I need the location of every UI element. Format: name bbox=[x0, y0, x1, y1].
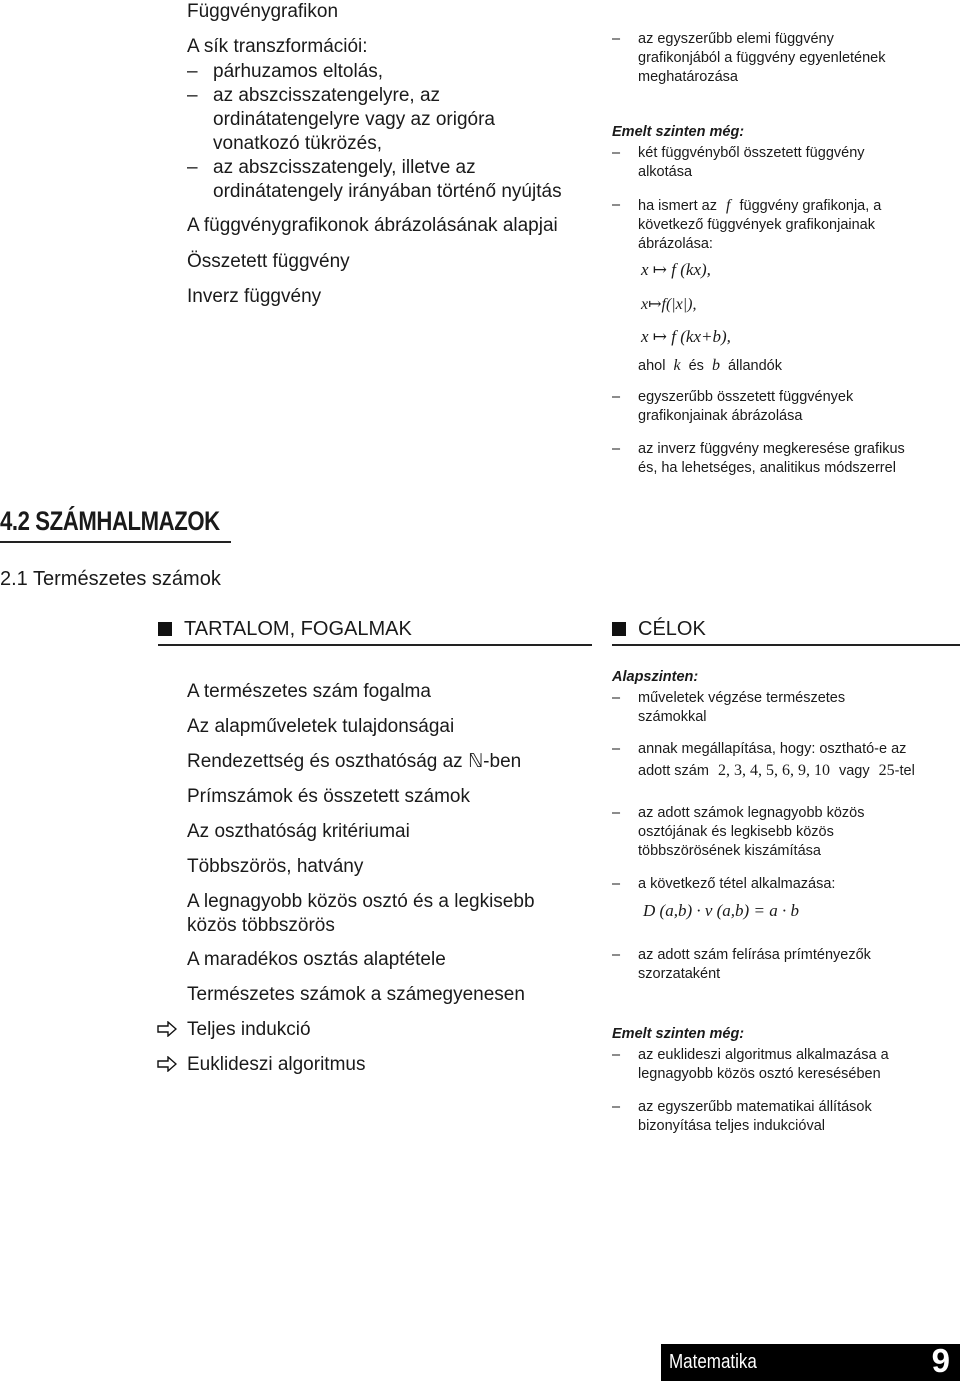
content-heading-rule bbox=[158, 644, 592, 646]
emelt-goal-1: – az euklideszi algoritmus alkalmazása a legnagyobb közös osztó keresésében bbox=[638, 1046, 889, 1084]
goals-heading: CÉLOK bbox=[612, 617, 706, 641]
constants-note: ahol k és b állandók bbox=[638, 357, 782, 374]
content-heading: TARTALOM, FOGALMAK bbox=[158, 617, 412, 641]
content-item-3: Rendezettség és oszthatóság az ℕ-ben bbox=[187, 751, 522, 772]
section-heading: 4.2 SZÁMHALMAZOK bbox=[0, 506, 220, 536]
goals-heading-rule bbox=[612, 644, 960, 646]
formula-f-kx-plus-b: x ↦ f (kx+b), bbox=[641, 327, 731, 346]
footer-subject: Matematika bbox=[669, 1351, 757, 1373]
formula-f-kx: x ↦ f (kx), bbox=[641, 260, 711, 279]
goal-top-item-3: – ha ismert az f függvény grafikonja, a következő függvények grafikonjainak ábrázolása: bbox=[638, 196, 881, 254]
content-item-1: A természetes szám fogalma bbox=[187, 681, 431, 702]
topic-basics: A függvénygrafikonok ábrázolásának alapjai bbox=[187, 215, 558, 236]
content-item-5: Az oszthatóság kritériumai bbox=[187, 821, 410, 842]
footer-box bbox=[661, 1344, 960, 1381]
outline-arrow-icon bbox=[157, 1056, 177, 1072]
content-item-2: Az alapműveletek tulajdonságai bbox=[187, 716, 455, 737]
goal-2: – annak megállapítása, hogy: osztható-e az adott szám 2, 3, 4, 5, 6, 9, 10 vagy 25-tel bbox=[638, 740, 915, 781]
emelt-label-top: Emelt szinten még: bbox=[612, 124, 745, 140]
transform-item-1: – párhuzamos eltolás, bbox=[213, 60, 383, 84]
page-number: 9 bbox=[931, 1342, 950, 1379]
square-bullet-icon bbox=[612, 622, 626, 636]
goal-4: – a következő tétel alkalmazása: bbox=[638, 875, 835, 894]
formula-f-abs-x: x↦f(|x|), bbox=[641, 296, 697, 313]
content-item-9: Természetes számok a számegyenesen bbox=[187, 984, 525, 1005]
goal-top-item-5: – az inverz függvény megkeresése grafikus és, ha lehetséges, analitikus módszerrel bbox=[638, 440, 905, 478]
alap-label: Alapszinten: bbox=[612, 669, 699, 685]
transform-item-3: – az abszcisszatengely, illetve az ordinátatengely irányában történő nyújtás bbox=[213, 156, 562, 204]
outline-arrow-icon bbox=[157, 1021, 177, 1037]
emelt-label-goals: Emelt szinten még: bbox=[612, 1026, 745, 1042]
topic-composite: Összetett függvény bbox=[187, 251, 350, 272]
content-arrow-item-1: Teljes indukció bbox=[187, 1018, 311, 1042]
goal-5: – az adott szám felírása prímtényezők szorzataként bbox=[638, 946, 871, 984]
goal-top-item-2: – két függvényből összetett függvény alkotása bbox=[638, 144, 865, 182]
goal-3: – az adott számok legnagyobb közös osztójának és legkisebb közös többszörösének kiszámítása bbox=[638, 804, 865, 861]
goal-top-item-4: – egyszerűbb összetett függvények grafikonjainak ábrázolása bbox=[638, 388, 853, 426]
emelt-goal-2: – az egyszerűbb matematikai állítások bizonyítása teljes indukcióval bbox=[638, 1098, 872, 1136]
page-top-title: Függvénygrafikon bbox=[187, 1, 339, 22]
content-item-7: A legnagyobb közös osztó és a legkisebb közös többszörös bbox=[187, 891, 535, 936]
content-item-8: A maradékos osztás alaptétele bbox=[187, 949, 446, 970]
topic-inverse: Inverz függvény bbox=[187, 286, 322, 307]
content-arrow-item-2: Euklideszi algoritmus bbox=[187, 1053, 365, 1077]
transforms-title: A sík transzformációi: bbox=[187, 36, 368, 57]
gcd-lcm-formula: D (a,b) · v (a,b) = a · b bbox=[643, 901, 799, 920]
content-item-4: Prímszámok és összetett számok bbox=[187, 786, 470, 807]
goal-top-item-1: – az egyszerűbb elemi függvény grafikonjából a függvény egyenletének meghatározása bbox=[638, 30, 885, 87]
content-item-6: Többszörös, hatvány bbox=[187, 856, 364, 877]
goal-1: – műveletek végzése természetes számokkal bbox=[638, 689, 845, 727]
section-heading-underline bbox=[0, 541, 231, 543]
subsection-heading: 2.1 Természetes számok bbox=[0, 568, 221, 590]
transform-item-2: – az abszcisszatengelyre, az ordinátatengelyre vagy az origóra vonatkozó tükrözés, bbox=[213, 84, 495, 156]
square-bullet-icon bbox=[158, 622, 172, 636]
